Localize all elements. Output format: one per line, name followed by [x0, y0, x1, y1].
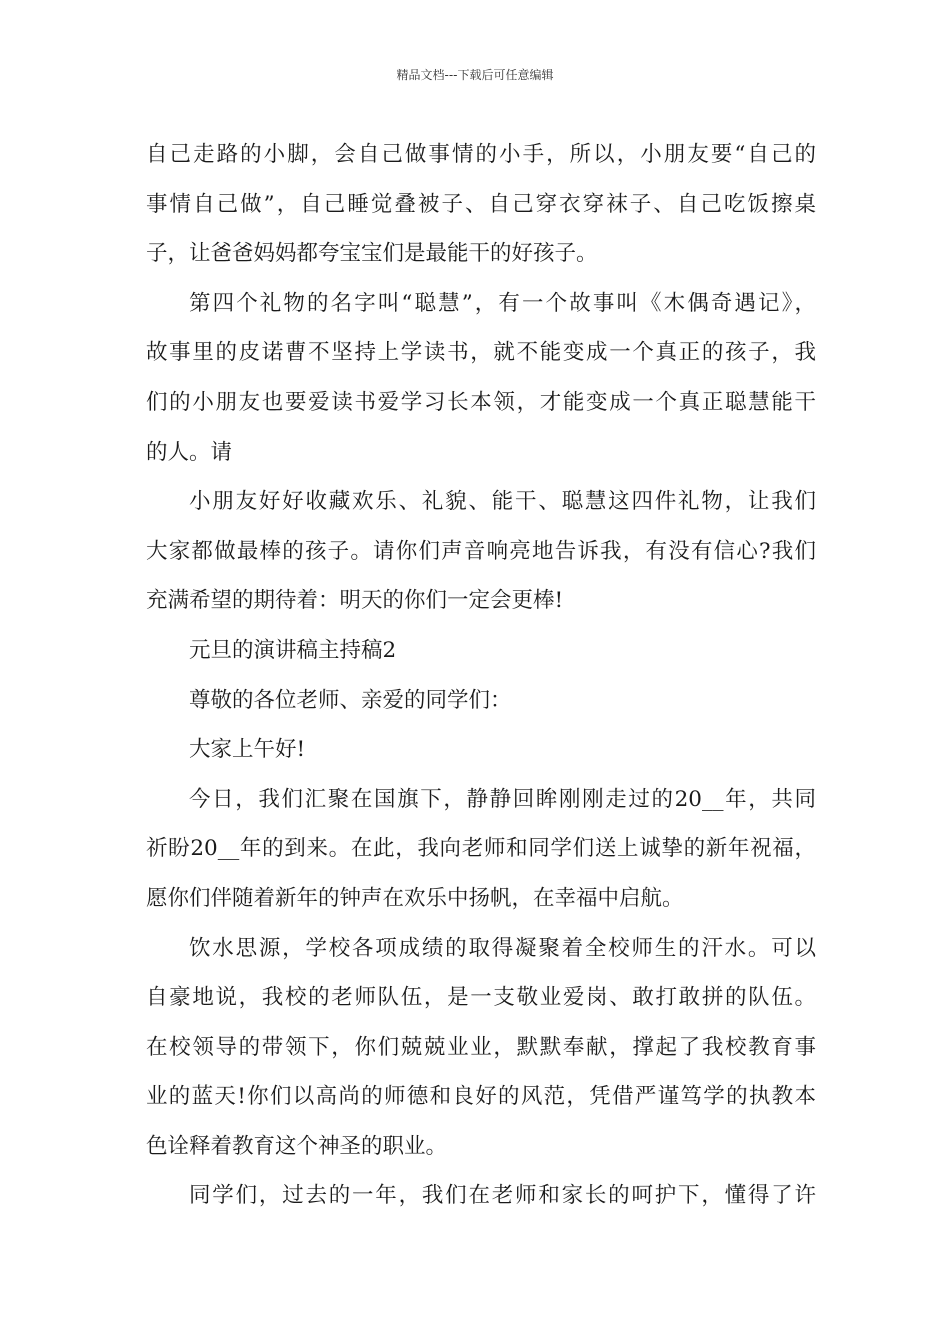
- text-line: 同学们，过去的一年，我们在老师和家长的呵护下，懂得了许: [189, 1183, 816, 1209]
- text-line: 自己走路的小脚，会自己做事情的小手，所以，小朋友要“自己的: [146, 142, 816, 167]
- text-line: 色诠释着教育这个神圣的职业。: [146, 1133, 448, 1159]
- text-line: 小朋友好好收藏欢乐、礼貌、能干、聪慧这四件礼物，让我们: [189, 489, 816, 515]
- section-heading: 元旦的演讲稿主持稿2: [189, 637, 397, 663]
- text-line: 的人。请: [146, 439, 233, 465]
- text-line: 们的小朋友也要爱读书爱学习长本领，才能变成一个真正聪慧能干: [146, 389, 816, 415]
- text-line: 故事里的皮诺曹不坚持上学读书，就不能变成一个真正的孩子，我: [146, 340, 816, 366]
- text-line: 业的蓝天!你们以高尚的师德和良好的风范，凭借严谨笃学的执教本: [146, 1084, 816, 1110]
- document-body: [146, 130, 816, 1221]
- text-line: 祈盼20__年的到来。在此，我向老师和同学们送上诚挚的新年祝福，: [146, 836, 816, 862]
- text-line: 自豪地说，我校的老师队伍，是一支敬业爱岗、敢打敢拼的队伍。: [146, 985, 816, 1011]
- text-line: 愿你们伴随着新年的钟声在欢乐中扬帆，在幸福中启航。: [146, 885, 684, 911]
- text-line: 今日，我们汇聚在国旗下，静静回眸刚刚走过的20__年，共同: [189, 786, 816, 812]
- text-line: 第四个礼物的名字叫“聪慧”，有一个故事叫《木偶奇遇记》，: [189, 290, 816, 316]
- page-header: 精品文档---下载后可任意编辑: [396, 68, 554, 82]
- text-line: 饮水思源，学校各项成绩的取得凝聚着全校师生的汗水。可以: [189, 935, 816, 961]
- greeting: 大家上午好!: [189, 737, 306, 763]
- text-line: 充满希望的期待着：明天的你们一定会更棒!: [146, 588, 564, 614]
- text-line: 大家都做最棒的孩子。请你们声音响亮地告诉我，有没有信心?我们: [146, 538, 816, 564]
- text-line: 在校领导的带领下，你们兢兢业业，默默奉献，撑起了我校教育事: [146, 1034, 816, 1060]
- text-line: 子，让爸爸妈妈都夸宝宝们是最能干的好孩子。: [146, 241, 598, 267]
- salutation: 尊敬的各位老师、亲爱的同学们：: [189, 687, 512, 713]
- text-line: 事情自己做”，自己睡觉叠被子、自己穿衣穿袜子、自己吃饭擦桌: [146, 191, 816, 217]
